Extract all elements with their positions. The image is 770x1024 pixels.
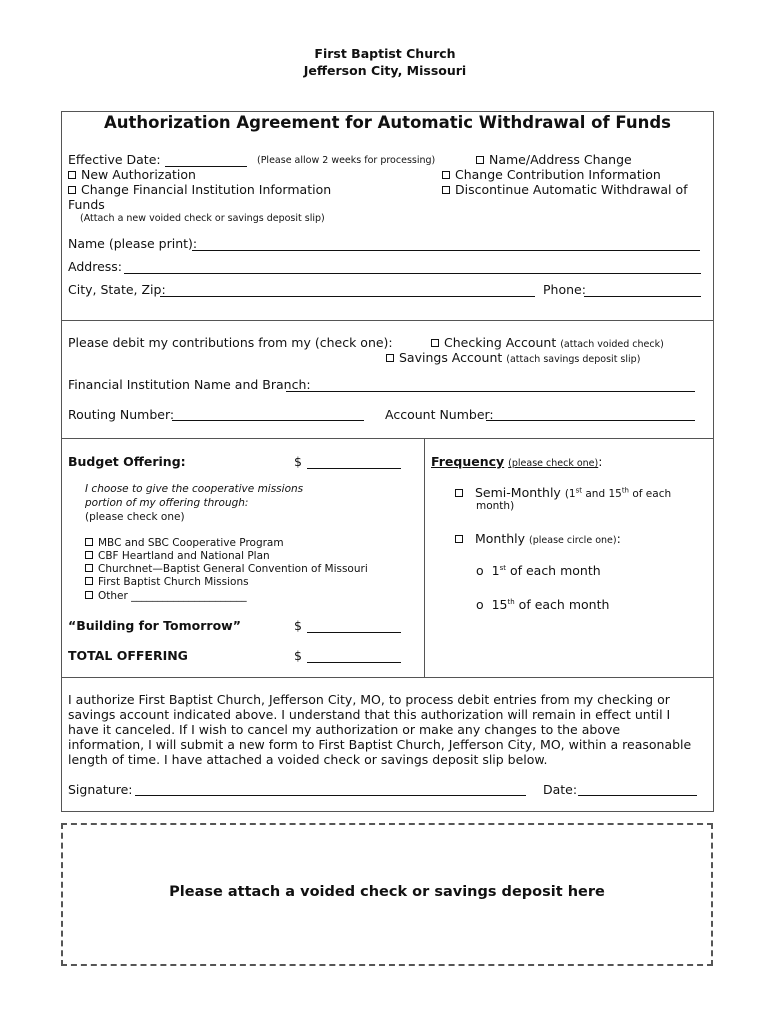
frequency-colon: : — [598, 454, 603, 469]
day-text: of each month — [514, 597, 610, 612]
choice-label: MBC and SBC Cooperative Program — [98, 537, 284, 549]
name-field[interactable] — [192, 250, 700, 251]
note-part: and 15 — [582, 488, 622, 500]
checkbox-icon[interactable] — [68, 171, 76, 179]
option-label: Discontinue Automatic Withdrawal of — [455, 182, 688, 197]
statement-line: savings account indicated above. I understand that this authorization will remain in effect until I — [68, 707, 671, 722]
option-discontinue-withdrawal[interactable] — [442, 182, 688, 197]
building-for-tomorrow-label: “Building for Tomorrow” — [68, 618, 241, 633]
city-state-zip-label: City, State, Zip: — [68, 282, 166, 297]
option-colon: : — [616, 531, 621, 546]
option-note: (please circle one) — [529, 535, 617, 546]
date-field[interactable] — [578, 795, 697, 796]
checkbox-icon[interactable] — [85, 577, 93, 585]
effective-date-label: Effective Date: — [68, 152, 161, 167]
circle-bullet-icon: o — [476, 563, 484, 578]
phone-field[interactable] — [584, 296, 701, 297]
currency-symbol: $ — [294, 648, 302, 663]
checkbox-icon[interactable] — [85, 538, 93, 546]
name-label: Name (please print): — [68, 236, 198, 251]
financial-institution-label: Financial Institution Name and Branch: — [68, 377, 311, 392]
address-label: Address: — [68, 259, 122, 274]
coop-instruction-2: portion of my offering through: — [85, 497, 249, 509]
checkbox-icon[interactable] — [85, 551, 93, 559]
checkbox-icon[interactable] — [431, 339, 439, 347]
checkbox-icon[interactable] — [68, 186, 76, 194]
account-number-label: Account Number: — [385, 407, 494, 422]
day-text: of each month — [505, 563, 601, 578]
option-note: (attach savings deposit slip) — [506, 354, 641, 365]
account-number-field[interactable] — [486, 420, 695, 421]
checkbox-icon[interactable] — [85, 564, 93, 572]
circle-bullet-icon: o — [476, 597, 484, 612]
option-label: Change Financial Institution Information — [81, 182, 332, 197]
phone-label: Phone: — [543, 282, 586, 297]
day-sup: st — [499, 563, 506, 572]
coop-choice[interactable] — [85, 537, 284, 549]
option-label: Name/Address Change — [489, 152, 632, 167]
option-label: Semi-Monthly — [475, 485, 561, 500]
option-new-authorization[interactable] — [68, 167, 196, 182]
frequency-section — [424, 438, 714, 678]
option-label: Monthly — [475, 531, 526, 546]
frequency-title: Frequency — [431, 454, 505, 469]
budget-offering-label: Budget Offering: — [68, 454, 186, 469]
day-number: 15 — [491, 597, 508, 612]
day-sup: th — [507, 597, 515, 606]
building-offering-field[interactable] — [307, 632, 401, 633]
choice-label: Churchnet—Baptist General Convention of Missouri — [98, 563, 368, 575]
checkbox-icon[interactable] — [386, 354, 394, 362]
note-part: of each — [629, 488, 672, 500]
choice-label: First Baptist Church Missions — [98, 576, 249, 588]
routing-number-field[interactable] — [172, 420, 364, 421]
note-part: (1 — [564, 488, 576, 500]
option-discontinue-continuation: Funds — [68, 197, 105, 212]
coop-choice-other[interactable] — [85, 590, 247, 602]
authorization-statement — [68, 692, 708, 767]
option-name-address-change[interactable] — [476, 152, 632, 167]
statement-line: information, I will submit a new form to First Baptist Church, Jefferson City, MO, within a reasonable — [68, 737, 692, 752]
signature-label: Signature: — [68, 782, 133, 797]
day-number: 1 — [491, 563, 500, 578]
statement-line: I authorize First Baptist Church, Jefferson City, MO, to process debit entries from my checking or — [68, 692, 670, 707]
option-label: New Authorization — [81, 167, 196, 182]
date-label: Date: — [543, 782, 578, 797]
checkbox-icon[interactable] — [455, 489, 463, 497]
option-change-financial-institution[interactable] — [68, 182, 331, 197]
coop-choice[interactable] — [85, 563, 368, 575]
semi-monthly-note — [565, 488, 671, 500]
option-note: (attach voided check) — [560, 339, 664, 350]
city-state-zip-field[interactable] — [160, 296, 535, 297]
coop-choice[interactable] — [85, 576, 249, 588]
currency-symbol: $ — [294, 618, 302, 633]
budget-offering-field[interactable] — [307, 468, 401, 469]
total-offering-label: TOTAL OFFERING — [68, 648, 188, 663]
note-sup: th — [621, 486, 629, 495]
option-savings-account[interactable] — [386, 350, 640, 365]
option-checking-account[interactable] — [431, 335, 664, 350]
signature-field[interactable] — [135, 795, 526, 796]
checkbox-icon[interactable] — [442, 186, 450, 194]
debit-prompt: Please debit my contributions from my (check one): — [68, 335, 393, 350]
semi-monthly-note-cont: month) — [476, 500, 515, 512]
routing-number-label: Routing Number: — [68, 407, 175, 422]
processing-note: (Please allow 2 weeks for processing) — [257, 155, 436, 166]
choice-label: CBF Heartland and National Plan — [98, 550, 270, 562]
coop-choice[interactable] — [85, 550, 270, 562]
total-offering-field[interactable] — [307, 662, 401, 663]
coop-instruction-3: (please check one) — [85, 511, 185, 523]
frequency-note: (please check one) — [508, 458, 599, 469]
option-first-of-month[interactable] — [476, 563, 601, 578]
church-name: First Baptist Church — [314, 46, 456, 61]
frequency-heading — [431, 454, 602, 469]
option-label: Checking Account — [444, 335, 557, 350]
statement-line: have it canceled. If I wish to cancel my authorization or make any changes to the above — [68, 722, 621, 737]
coop-instruction-1: I choose to give the cooperative missions — [85, 483, 304, 495]
address-field[interactable] — [124, 273, 701, 274]
note-sup: st — [575, 486, 583, 495]
checkbox-icon[interactable] — [476, 156, 484, 164]
checkbox-icon[interactable] — [455, 535, 463, 543]
option-monthly[interactable] — [455, 531, 621, 546]
choice-label: Other ______________________ — [98, 590, 247, 602]
option-change-contribution[interactable] — [442, 167, 661, 182]
option-semi-monthly[interactable] — [455, 485, 671, 500]
option-label: Change Contribution Information — [455, 167, 661, 182]
church-location: Jefferson City, Missouri — [303, 63, 467, 78]
option-label: Savings Account — [399, 350, 503, 365]
form-title: Authorization Agreement for Automatic Withdrawal of Funds — [104, 113, 671, 132]
attach-instruction: Please attach a voided check or savings deposit here — [169, 884, 605, 900]
financial-institution-field[interactable] — [286, 391, 695, 392]
attach-note: (Attach a new voided check or savings deposit slip) — [80, 213, 325, 224]
checkbox-icon[interactable] — [85, 591, 93, 599]
currency-symbol: $ — [294, 454, 302, 469]
option-fifteenth-of-month[interactable] — [476, 597, 609, 612]
checkbox-icon[interactable] — [442, 171, 450, 179]
statement-line: length of time. I have attached a voided check or savings deposit slip below. — [68, 752, 548, 767]
